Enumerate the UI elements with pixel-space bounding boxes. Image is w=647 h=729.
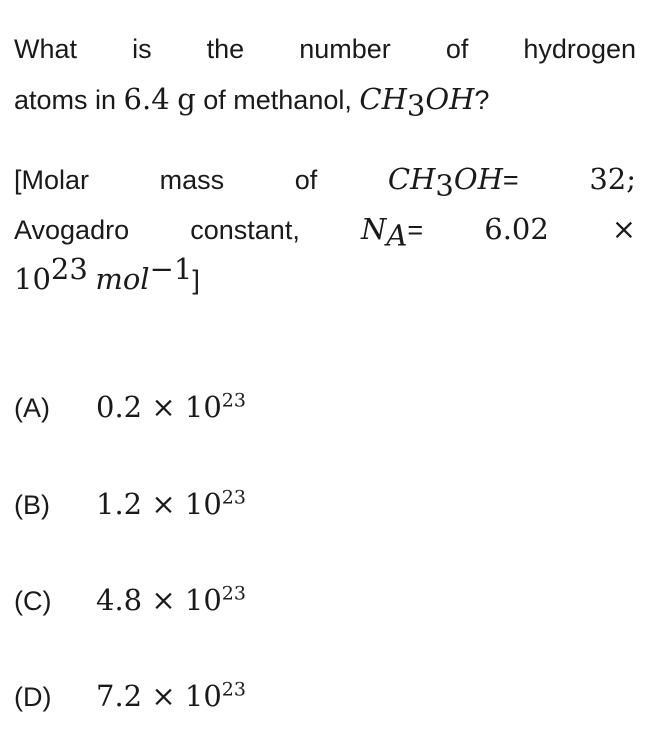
equals-sign: = bbox=[407, 215, 424, 245]
question-prefix: atoms in bbox=[14, 85, 124, 115]
mass-unit: g bbox=[177, 82, 196, 116]
formula-subscript: 3 bbox=[406, 88, 426, 123]
question-line-1 bbox=[14, 24, 636, 74]
mass-value: 6.4 bbox=[123, 82, 170, 116]
avogadro-base: 10 bbox=[14, 262, 51, 296]
option-label: (D) bbox=[14, 682, 52, 712]
question-mid: of methanol, bbox=[195, 85, 360, 115]
avogadro-exponent: 23 bbox=[50, 252, 88, 286]
unit-mol: mol bbox=[95, 262, 150, 296]
option-d[interactable] bbox=[14, 671, 246, 721]
molar-mass-label: Molar mass of bbox=[21, 165, 388, 195]
option-value: $1.2 \times 10^{23}$ bbox=[96, 486, 246, 521]
na-subscript: A bbox=[386, 218, 408, 253]
given-line-1 bbox=[14, 154, 636, 205]
equals-sign: = bbox=[502, 165, 519, 195]
given-line-3 bbox=[14, 254, 636, 305]
na-symbol: N bbox=[360, 212, 387, 246]
avogadro-mantissa: 6.02 × bbox=[484, 212, 636, 246]
option-value: $0.2 \times 10^{23}$ bbox=[96, 389, 246, 424]
option-value: $7.2 \times 10^{23}$ bbox=[96, 678, 246, 713]
close-bracket: ] bbox=[192, 265, 200, 295]
given-line-2 bbox=[14, 204, 636, 255]
question-line-2 bbox=[14, 74, 636, 125]
molar-mass-value: 32; bbox=[589, 162, 636, 196]
formula-subscript: 3 bbox=[435, 168, 454, 203]
option-value: $4.8 \times 10^{23}$ bbox=[96, 582, 246, 617]
formula-ch: CH bbox=[387, 162, 436, 196]
option-label: (A) bbox=[14, 393, 50, 423]
question-mark: ? bbox=[474, 85, 490, 115]
avogadro-label: Avogadro constant, bbox=[14, 215, 361, 245]
option-label: (B) bbox=[14, 490, 50, 520]
option-c[interactable] bbox=[14, 575, 246, 625]
formula-oh: OH bbox=[453, 162, 503, 196]
open-bracket: [ bbox=[14, 165, 22, 195]
option-label: (C) bbox=[14, 586, 52, 616]
formula-ch: CH bbox=[359, 82, 407, 116]
option-b[interactable] bbox=[14, 479, 246, 529]
formula-oh: OH bbox=[425, 82, 475, 116]
option-a[interactable] bbox=[14, 382, 246, 432]
unit-exponent: −1 bbox=[149, 252, 193, 286]
question-text: What is the number of hydrogen bbox=[14, 34, 636, 64]
